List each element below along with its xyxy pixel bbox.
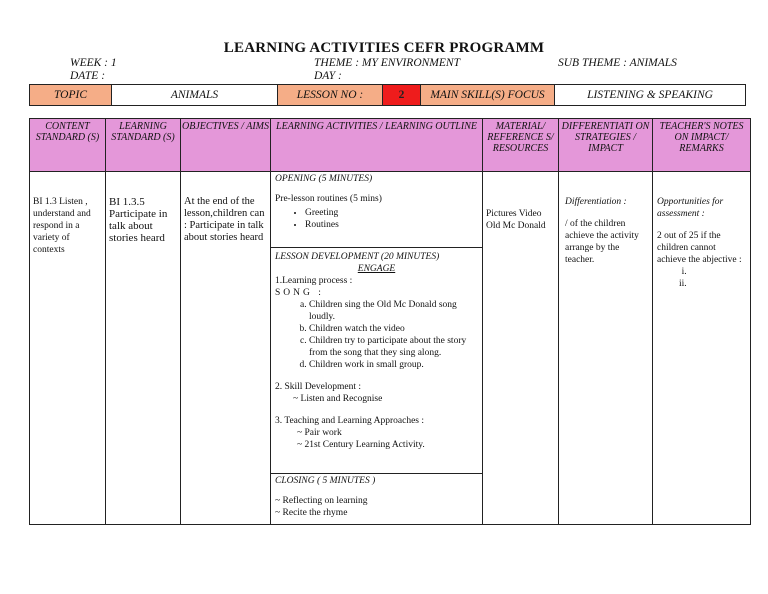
closing-item: ~ Recite the rhyme xyxy=(275,508,348,518)
differentiation-text: / of the children achieve the activity arrange by the teacher. xyxy=(565,219,639,265)
skill-development-item: ~ Listen and Recognise xyxy=(293,394,383,404)
header-differentiation: DIFFERENTIATI ON STRATEGIES / IMPACT xyxy=(559,119,653,172)
opening-heading: OPENING (5 MINUTES) xyxy=(275,174,373,184)
approach-item: ~ 21st Century Learning Activity. xyxy=(297,440,425,450)
list-item: • Routines xyxy=(305,219,478,231)
header-materials: MATERIAL/ REFERENCE S/ RESOURCES xyxy=(483,119,559,172)
activities-cell xyxy=(271,172,483,525)
week-label: WEEK : 1 xyxy=(70,57,117,69)
date-label: DATE : xyxy=(70,70,106,82)
list-item xyxy=(689,266,747,278)
lesson-info-table xyxy=(29,84,746,106)
engage-heading: ENGAGE xyxy=(357,264,396,274)
page-title: LEARNING ACTIVITIES CEFR PROGRAMM xyxy=(223,40,545,56)
skill-development-label: 2. Skill Development : xyxy=(275,382,362,392)
lesson-no-value: 2 xyxy=(383,85,421,106)
assessment-text: 2 out of 25 if the children cannot achieve the abjective : xyxy=(657,231,742,265)
materials-cell xyxy=(483,172,559,525)
list-item: d. Children work in small group. xyxy=(309,359,478,371)
header-objectives: OBJECTIVES / AIMS xyxy=(181,119,271,172)
list-item xyxy=(689,278,747,290)
learning-standard-cell xyxy=(106,172,181,525)
objectives-cell xyxy=(181,172,271,525)
main-skill-value: LISTENING & SPEAKING xyxy=(555,85,746,106)
header-teacher-notes: TEACHER'S NOTES ON IMPACT/ REMARKS xyxy=(653,119,751,172)
list-item: • Greeting xyxy=(305,207,478,219)
day-label: DAY : xyxy=(314,70,342,82)
list-item: b. Children watch the video xyxy=(309,323,478,335)
materials-text: Pictures Video Old Mc Donald xyxy=(486,209,546,231)
song-label: SONG : xyxy=(275,288,324,298)
approaches-label: 3. Teaching and Learning Approaches : xyxy=(275,416,424,426)
opening-section xyxy=(271,172,482,248)
closing-heading: CLOSING ( 5 MINUTES ) xyxy=(275,476,376,486)
list-item: a. Children sing the Old Mc Donald song loudly. xyxy=(309,299,478,323)
lesson-plan-table xyxy=(29,118,751,525)
closing-item: ~ Reflecting on learning xyxy=(275,496,368,506)
topic-label: TOPIC xyxy=(30,85,112,106)
topic-value: ANIMALS xyxy=(112,85,278,106)
main-skill-label: MAIN SKILL(S) FOCUS xyxy=(421,85,555,106)
differentiation-cell xyxy=(559,172,653,525)
header-activities: LEARNING ACTIVITIES / LEARNING OUTLINE xyxy=(271,119,483,172)
development-section xyxy=(271,248,482,474)
teacher-notes-cell xyxy=(653,172,751,525)
theme-label: THEME : MY ENVIRONMENT xyxy=(314,57,460,69)
pre-lesson-routines: Pre-lesson routines (5 mins) xyxy=(275,194,382,204)
assessment-label: Opportunities for assessment : xyxy=(657,197,724,219)
differentiation-label: Differentiation : xyxy=(565,197,627,207)
song-activity-list xyxy=(275,299,478,371)
development-heading: LESSON DEVELOPMENT (20 MINUTES) xyxy=(275,252,440,262)
sub-theme-label: SUB THEME : ANIMALS xyxy=(558,57,677,69)
assessment-list xyxy=(657,266,747,290)
lesson-no-label: LESSON NO : xyxy=(278,85,383,106)
closing-section xyxy=(271,474,482,521)
learning-standard-text: BI 1.3.5 Participate in talk about stories heard xyxy=(109,196,168,244)
learning-process-label: 1.Learning process : xyxy=(275,276,353,286)
header-learning-standard: LEARNING STANDARD (S) xyxy=(106,119,181,172)
objectives-text: At the end of the lesson,children can : Participate in talk about stories heard xyxy=(184,196,265,243)
list-item: c. Children try to participate about the story from the song that they sing along. xyxy=(309,335,478,359)
content-standard-cell xyxy=(30,172,106,525)
opening-list xyxy=(275,207,478,231)
header-content-standard: CONTENT STANDARD (S) xyxy=(30,119,106,172)
content-standard-text: BI 1.3 Listen , understand and respond in a variety of contexts xyxy=(33,197,91,255)
approach-item: ~ Pair work xyxy=(297,428,342,438)
